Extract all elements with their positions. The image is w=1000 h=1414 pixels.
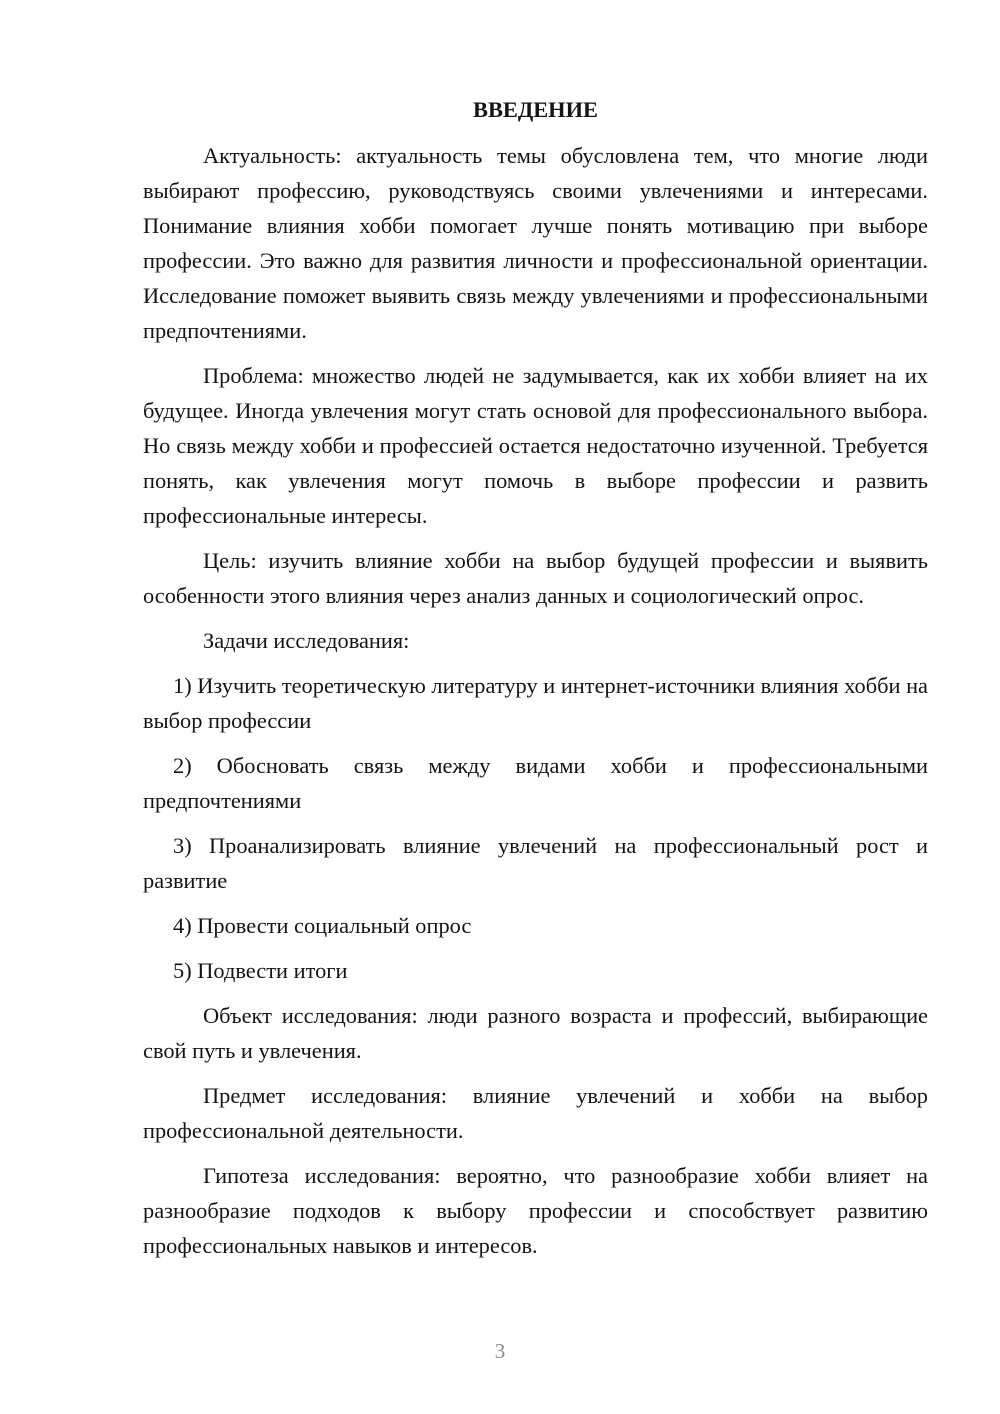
task-item: 2) Обосновать связь между видами хобби и профессиональными предпочтениями	[143, 753, 928, 813]
task-item: 3) Проанализировать влияние увлечений на профессиональный рост и развитие	[143, 833, 928, 893]
paragraph-hypothesis: Гипотеза исследования: вероятно, что разнообразие хобби влияет на разнообразие подходов к выбору профессии и способствует развитию профессиональных навыков и интересов.	[143, 1163, 928, 1258]
tasks-heading: Задачи исследования:	[203, 628, 410, 653]
task-item: 5) Подвести итоги	[173, 958, 348, 983]
paragraph-subject: Предмет исследования: влияние увлечений и хобби на выбор профессиональной деятельности.	[143, 1083, 928, 1143]
task-item: 4) Провести социальный опрос	[173, 913, 472, 938]
section-title: ВВЕДЕНИЕ	[473, 97, 598, 122]
paragraph-goal: Цель: изучить влияние хобби на выбор будущей профессии и выявить особенности этого влияния через анализ данных и социологический опрос.	[143, 548, 928, 608]
page-number: 3	[494, 1339, 506, 1363]
paragraph-relevance: Актуальность: актуальность темы обусловлена тем, что многие люди выбирают профессию, руководствуясь своими увлечениями и интересами. Понимание влияния хобби помогает лучше понять мотивацию при выборе профессии. Это важно для развития личности и профессиональной ориентации. Исследование поможет выявить связь между увлечениями и профессиональными предпочтениями.	[143, 143, 928, 343]
paragraph-object: Объект исследования: люди разного возраста и профессий, выбирающие свой путь и увлечения.	[143, 1003, 928, 1063]
task-item: 1) Изучить теоретическую литературу и интернет-источники влияния хобби на выбор профессии	[143, 673, 928, 733]
paragraph-problem: Проблема: множество людей не задумывается, как их хобби влияет на их будущее. Иногда увлечения могут стать основой для профессионального выбора. Но связь между хобби и профессией остается недостаточно изученной. Требуется понять, как увлечения могут помочь в выборе профессии и развить профессиональные интересы.	[143, 363, 928, 528]
